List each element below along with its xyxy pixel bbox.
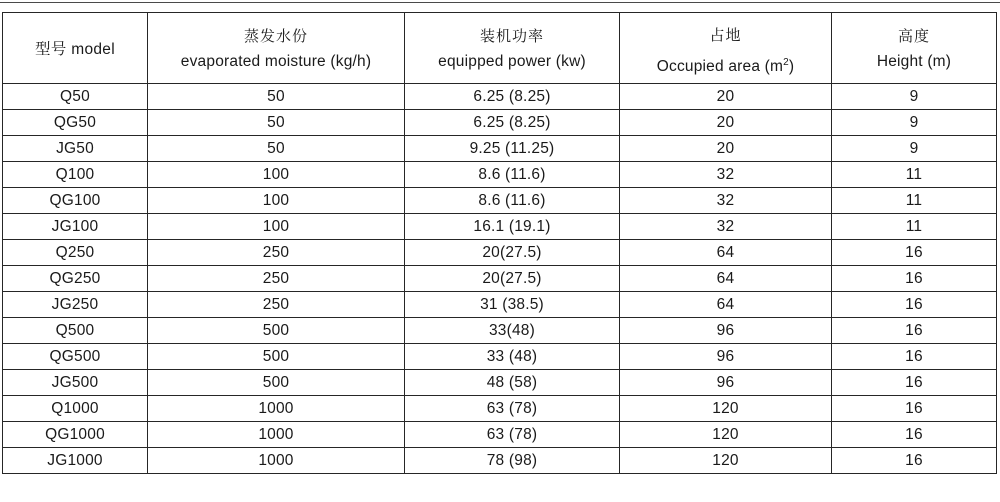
spec-table	[2, 12, 997, 474]
cell-moisture: 500	[148, 318, 405, 344]
cell-area: 120	[620, 422, 832, 448]
cell-model: Q1000	[3, 396, 148, 422]
cell-power: 33(48)	[405, 318, 620, 344]
cell-power: 31 (38.5)	[405, 292, 620, 318]
cell-height: 16	[832, 396, 997, 422]
cell-moisture: 50	[148, 84, 405, 110]
cell-moisture: 500	[148, 344, 405, 370]
cell-height: 16	[832, 292, 997, 318]
cell-area: 32	[620, 188, 832, 214]
cell-height: 16	[832, 448, 997, 474]
cell-moisture: 100	[148, 162, 405, 188]
cell-power: 63 (78)	[405, 422, 620, 448]
cell-height: 11	[832, 162, 997, 188]
header-area-en-superscript: 2	[783, 56, 789, 68]
cell-area: 120	[620, 396, 832, 422]
header-area	[620, 13, 832, 84]
table-row	[3, 110, 997, 136]
table-row	[3, 162, 997, 188]
header-model-label: 型号 model	[35, 41, 115, 58]
header-height-en: Height (m)	[876, 53, 952, 70]
cell-height: 16	[832, 240, 997, 266]
header-moisture-en: evaporated moisture (kg/h)	[180, 53, 372, 70]
table-row	[3, 370, 997, 396]
cell-power: 20(27.5)	[405, 240, 620, 266]
cell-power: 48 (58)	[405, 370, 620, 396]
header-moisture-stack	[152, 25, 400, 71]
cell-model: Q250	[3, 240, 148, 266]
cell-model: JG100	[3, 214, 148, 240]
header-power	[405, 13, 620, 84]
cell-power: 6.25 (8.25)	[405, 84, 620, 110]
cell-area: 64	[620, 292, 832, 318]
cell-power: 20(27.5)	[405, 266, 620, 292]
cell-power: 78 (98)	[405, 448, 620, 474]
cell-area: 20	[620, 136, 832, 162]
cell-height: 11	[832, 188, 997, 214]
cell-height: 9	[832, 110, 997, 136]
table-row	[3, 240, 997, 266]
cell-height: 16	[832, 318, 997, 344]
header-power-zh: 装机功率	[479, 28, 544, 45]
cell-moisture: 1000	[148, 396, 405, 422]
table-row	[3, 136, 997, 162]
cell-area: 32	[620, 162, 832, 188]
cell-area: 64	[620, 266, 832, 292]
cell-model: QG50	[3, 110, 148, 136]
header-row	[3, 13, 997, 84]
cell-height: 16	[832, 422, 997, 448]
cell-height: 9	[832, 136, 997, 162]
header-moisture-zh: 蒸发水份	[243, 28, 308, 45]
cell-power: 63 (78)	[405, 396, 620, 422]
header-area-en-suffix: )	[788, 58, 795, 75]
table-row	[3, 188, 997, 214]
top-rule-divider	[0, 2, 1000, 3]
header-height-zh: 高度	[897, 28, 930, 45]
cell-model: Q50	[3, 84, 148, 110]
cell-power: 6.25 (8.25)	[405, 110, 620, 136]
cell-area: 32	[620, 214, 832, 240]
table-row	[3, 292, 997, 318]
header-area-en-prefix: Occupied area (m	[656, 58, 784, 75]
header-height-stack	[836, 25, 992, 71]
cell-area: 64	[620, 240, 832, 266]
cell-power: 33 (48)	[405, 344, 620, 370]
cell-area: 120	[620, 448, 832, 474]
cell-model: Q100	[3, 162, 148, 188]
table-head	[3, 13, 997, 84]
cell-moisture: 1000	[148, 422, 405, 448]
cell-model: QG500	[3, 344, 148, 370]
cell-moisture: 500	[148, 370, 405, 396]
cell-area: 96	[620, 318, 832, 344]
cell-model: QG100	[3, 188, 148, 214]
header-area-zh: 占地	[709, 27, 742, 44]
cell-moisture: 50	[148, 110, 405, 136]
header-area-en	[657, 58, 795, 76]
cell-area: 96	[620, 344, 832, 370]
table-row	[3, 448, 997, 474]
cell-height: 9	[832, 84, 997, 110]
cell-model: JG500	[3, 370, 148, 396]
cell-moisture: 100	[148, 214, 405, 240]
cell-power: 8.6 (11.6)	[405, 188, 620, 214]
cell-height: 11	[832, 214, 997, 240]
table-row	[3, 84, 997, 110]
header-area-stack	[624, 20, 827, 76]
cell-area: 20	[620, 110, 832, 136]
cell-area: 20	[620, 84, 832, 110]
cell-model: Q500	[3, 318, 148, 344]
table-row	[3, 396, 997, 422]
header-model	[3, 13, 148, 84]
cell-moisture: 50	[148, 136, 405, 162]
cell-moisture: 250	[148, 292, 405, 318]
cell-model: JG250	[3, 292, 148, 318]
table-row	[3, 318, 997, 344]
cell-model: JG50	[3, 136, 148, 162]
cell-height: 16	[832, 344, 997, 370]
cell-moisture: 1000	[148, 448, 405, 474]
header-power-stack	[409, 25, 615, 71]
cell-height: 16	[832, 370, 997, 396]
cell-model: QG250	[3, 266, 148, 292]
cell-area: 96	[620, 370, 832, 396]
cell-power: 9.25 (11.25)	[405, 136, 620, 162]
cell-model: JG1000	[3, 448, 148, 474]
table-row	[3, 214, 997, 240]
header-moisture	[148, 13, 405, 84]
cell-moisture: 100	[148, 188, 405, 214]
cell-power: 16.1 (19.1)	[405, 214, 620, 240]
table-row	[3, 422, 997, 448]
table-row	[3, 344, 997, 370]
cell-height: 16	[832, 266, 997, 292]
cell-power: 8.6 (11.6)	[405, 162, 620, 188]
table-body	[3, 84, 997, 474]
header-height	[832, 13, 997, 84]
table-row	[3, 266, 997, 292]
cell-model: QG1000	[3, 422, 148, 448]
cell-moisture: 250	[148, 266, 405, 292]
cell-moisture: 250	[148, 240, 405, 266]
header-power-en: equipped power (kw)	[438, 53, 586, 70]
